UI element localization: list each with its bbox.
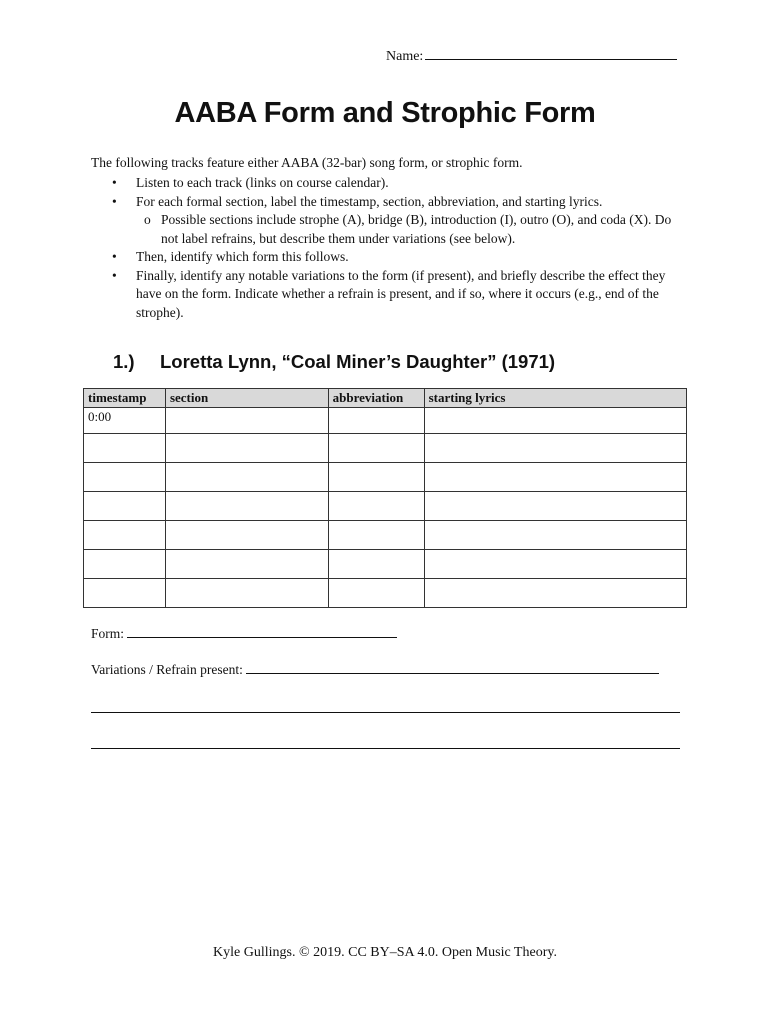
lyrics-cell[interactable] [424, 579, 686, 608]
abbreviation-cell[interactable] [328, 492, 424, 521]
form-label: Form: [91, 626, 125, 641]
instruction-list [112, 174, 682, 322]
timestamp-cell[interactable] [84, 521, 166, 550]
table-row [84, 408, 687, 434]
section-cell[interactable] [165, 492, 328, 521]
timestamp-cell[interactable] [84, 550, 166, 579]
timestamp-cell[interactable] [84, 463, 166, 492]
name-label: Name: [386, 49, 424, 64]
track-number: 1.) [113, 351, 135, 372]
instruction-item: • For each formal section, label the timestamp, section, abbreviation, and starting lyrics. [112, 193, 682, 212]
table-row [84, 463, 687, 492]
bullet-icon: • [112, 193, 117, 209]
timestamp-cell[interactable]: 0:00 [84, 408, 166, 434]
name-blank[interactable] [425, 47, 677, 60]
instruction-subitem: o Possible sections include strophe (A), bridge (B), introduction (I), outro (O), and coda (X). Do not label refrains, but describe them under variations (see below). [144, 212, 672, 246]
variations-blank[interactable] [246, 661, 659, 674]
table-row [84, 434, 687, 463]
lyrics-cell[interactable] [424, 463, 686, 492]
lyrics-cell[interactable] [424, 550, 686, 579]
lyrics-cell[interactable] [424, 521, 686, 550]
answer-line[interactable] [91, 712, 680, 713]
lyrics-cell[interactable] [424, 408, 686, 434]
bullet-icon: • [112, 267, 117, 283]
variations-label: Variations / Refrain present: [91, 662, 243, 677]
section-cell[interactable] [165, 434, 328, 463]
bullet-icon: • [112, 175, 117, 190]
form-blank[interactable] [127, 625, 397, 638]
circle-bullet-icon: o [144, 212, 151, 227]
bullet-icon: • [112, 249, 117, 264]
variations-field [91, 661, 659, 678]
section-cell[interactable] [165, 463, 328, 492]
table-row [84, 550, 687, 579]
timestamp-cell[interactable] [84, 579, 166, 608]
table-row [84, 579, 687, 608]
section-cell[interactable] [165, 408, 328, 434]
abbreviation-cell[interactable] [328, 521, 424, 550]
abbreviation-cell[interactable] [328, 550, 424, 579]
section-cell[interactable] [165, 550, 328, 579]
column-header-timestamp: timestamp [84, 389, 166, 408]
analysis-table [83, 388, 687, 608]
section-cell[interactable] [165, 579, 328, 608]
column-header-abbreviation: abbreviation [328, 389, 424, 408]
instruction-item: • Listen to each track (links on course calendar). [112, 174, 682, 193]
table-header-row [84, 389, 687, 408]
abbreviation-cell[interactable] [328, 434, 424, 463]
track-title: Loretta Lynn, “Coal Miner’s Daughter” (1971) [160, 351, 556, 372]
form-field [91, 625, 397, 642]
footer-credit: Kyle Gullings. © 2019. CC BY–SA 4.0. Open Music Theory. [213, 945, 557, 960]
table-row [84, 521, 687, 550]
page-title: AABA Form and Strophic Form [174, 97, 596, 129]
name-field [386, 47, 677, 65]
timestamp-cell[interactable] [84, 492, 166, 521]
instruction-item: • Finally, identify any notable variations to the form (if present), and briefly describe the effect they have on the form. Indicate whether a refrain is present, and if so, where it occurs (e.g., end of the strophe). [112, 267, 666, 320]
column-header-section: section [165, 389, 328, 408]
column-header-starting-lyrics: starting lyrics [424, 389, 686, 408]
track-heading [113, 351, 555, 373]
section-cell[interactable] [165, 521, 328, 550]
answer-line[interactable] [91, 748, 680, 749]
timestamp-cell[interactable] [84, 434, 166, 463]
abbreviation-cell[interactable] [328, 408, 424, 434]
instruction-item: • Then, identify which form this follows. [112, 248, 682, 267]
abbreviation-cell[interactable] [328, 463, 424, 492]
table-row [84, 492, 687, 521]
abbreviation-cell[interactable] [328, 579, 424, 608]
intro-text: The following tracks feature either AABA (32-bar) song form, or strophic form. [91, 155, 523, 170]
lyrics-cell[interactable] [424, 434, 686, 463]
lyrics-cell[interactable] [424, 492, 686, 521]
